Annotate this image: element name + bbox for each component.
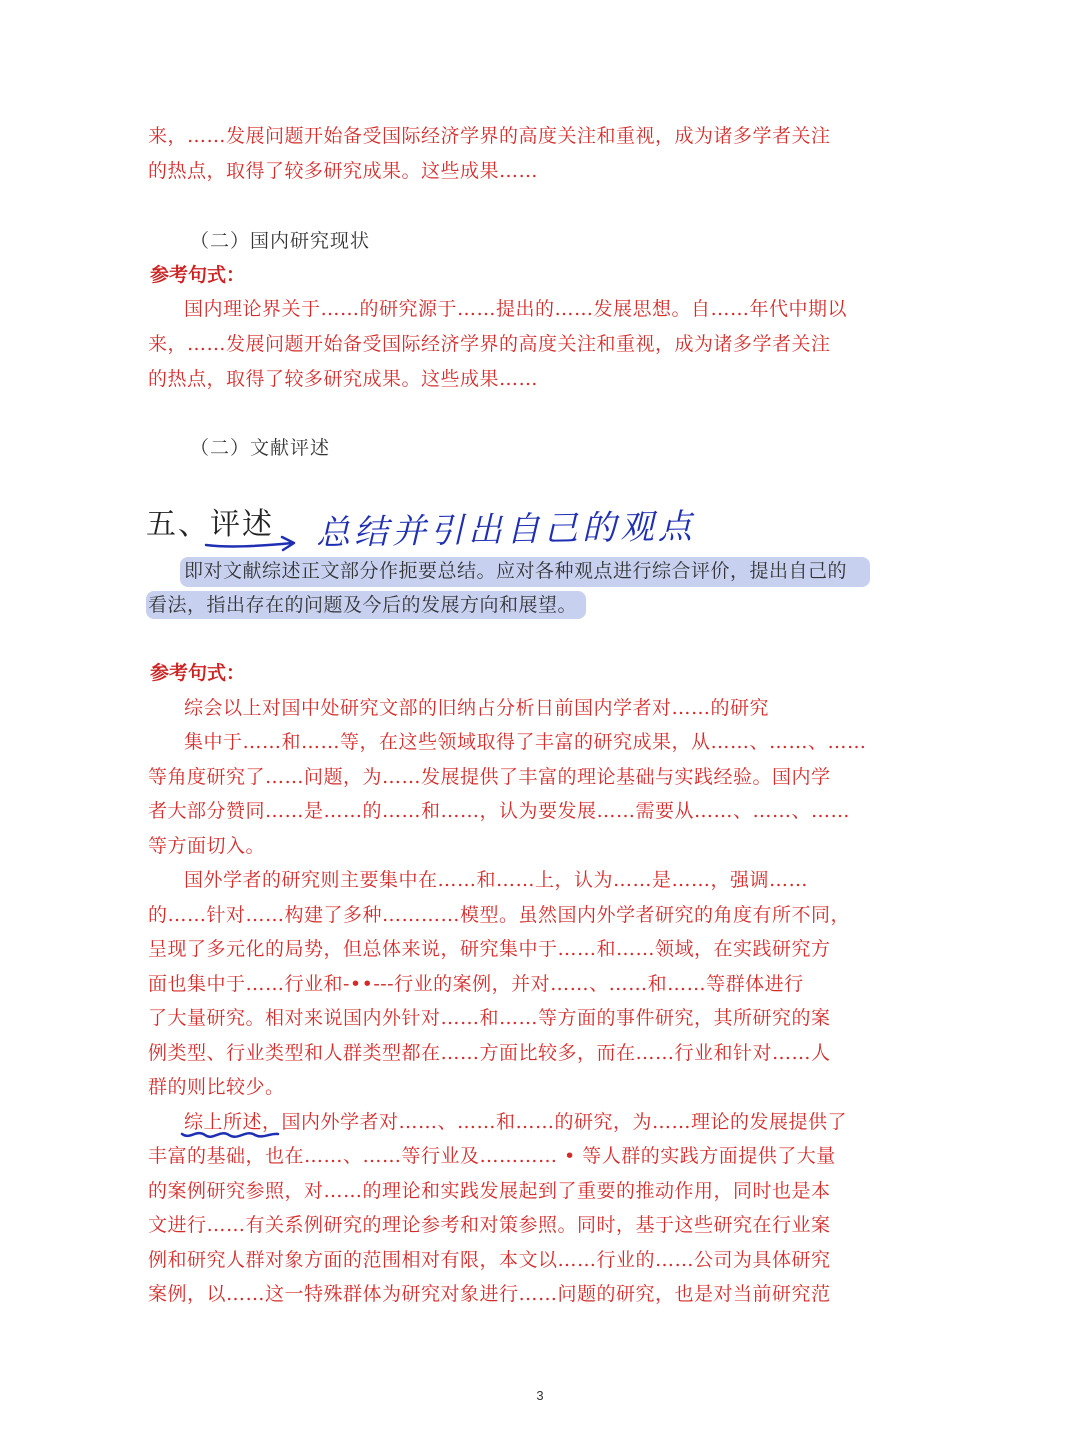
body-line: 综会以上对国中处研究文部的旧纳占分析日前国内学者对……的研究 bbox=[184, 697, 770, 719]
subsection-heading: （二）文献评述 bbox=[190, 437, 331, 459]
body-line: 的热点，取得了较多研究成果。这些成果…… bbox=[148, 368, 539, 390]
body-line: 了大量研究。相对来说国内外针对……和……等方面的事件研究，其所研究的案 bbox=[148, 1007, 831, 1029]
body-line: 的案例研究参照，对……的理论和实践发展起到了重要的推动作用，同时也是本 bbox=[148, 1180, 831, 1202]
page-number: 3 bbox=[536, 1388, 544, 1403]
body-line: 来，……发展问题开始备受国际经济学界的高度关注和重视，成为诸多学者关注 bbox=[148, 333, 831, 355]
body-line: 群的则比较少。 bbox=[148, 1076, 285, 1098]
body-line: 例类型、行业类型和人群类型都在……方面比较多，而在……行业和针对……人 bbox=[148, 1042, 831, 1064]
body-line: 看法，指出存在的问题及今后的发展方向和展望。 bbox=[148, 594, 578, 616]
body-line: 集中于……和……等，在这些领域取得了丰富的研究成果，从……、……、…… bbox=[184, 731, 867, 753]
reference-label: 参考句式： bbox=[150, 662, 246, 684]
body-line: 例和研究人群对象方面的范围相对有限，本文以……行业的……公司为具体研究 bbox=[148, 1249, 831, 1271]
body-line: 等方面切入。 bbox=[148, 835, 266, 857]
body-line: 综上所述，国内外学者对……、……和……的研究，为……理论的发展提供了 bbox=[184, 1111, 848, 1133]
ink-arrow-head bbox=[282, 537, 294, 550]
body-line: 国内理论界关于……的研究源于……提出的……发展思想。自……年代中期以 bbox=[184, 298, 848, 320]
body-line: 的热点，取得了较多研究成果。这些成果…… bbox=[148, 160, 539, 182]
body-line: 等角度研究了……问题，为……发展提供了丰富的理论基础与实践经验。国内学 bbox=[148, 766, 831, 788]
reference-label: 参考句式： bbox=[150, 264, 246, 286]
section-heading: 五、评述 bbox=[146, 507, 274, 542]
body-line: 即对文献综述正文部分作扼要总结。应对各种观点进行综合评价，提出自己的 bbox=[184, 560, 848, 582]
body-line: 面也集中于……行业和-••---行业的案例，并对……、……和……等群体进行 bbox=[148, 973, 804, 995]
body-line: 者大部分赞同……是……的……和……，认为要发展……需要从……、……、…… bbox=[148, 800, 851, 822]
handwritten-annotation: 总结并引出自己的观点 bbox=[315, 506, 697, 554]
body-line: 案例，以……这一特殊群体为研究对象进行……问题的研究，也是对当前研究范 bbox=[148, 1283, 831, 1305]
body-line: 文进行……有关系例研究的理论参考和对策参照。同时，基于这些研究在行业案 bbox=[148, 1214, 831, 1236]
body-line: 呈现了多元化的局势，但总体来说，研究集中于……和……领域，在实践研究方 bbox=[148, 938, 831, 960]
body-line: 来，……发展问题开始备受国际经济学界的高度关注和重视，成为诸多学者关注 bbox=[148, 125, 831, 147]
subsection-heading: （二）国内研究现状 bbox=[190, 230, 371, 252]
body-line: 丰富的基础，也在……、……等行业及………… • 等人群的实践方面提供了大量 bbox=[148, 1145, 836, 1167]
body-line: 国外学者的研究则主要集中在……和……上，认为……是……，强调…… bbox=[184, 869, 809, 891]
body-line: 的……针对……构建了多种…………模型。虽然国内外学者研究的角度有所不同， bbox=[148, 904, 851, 926]
